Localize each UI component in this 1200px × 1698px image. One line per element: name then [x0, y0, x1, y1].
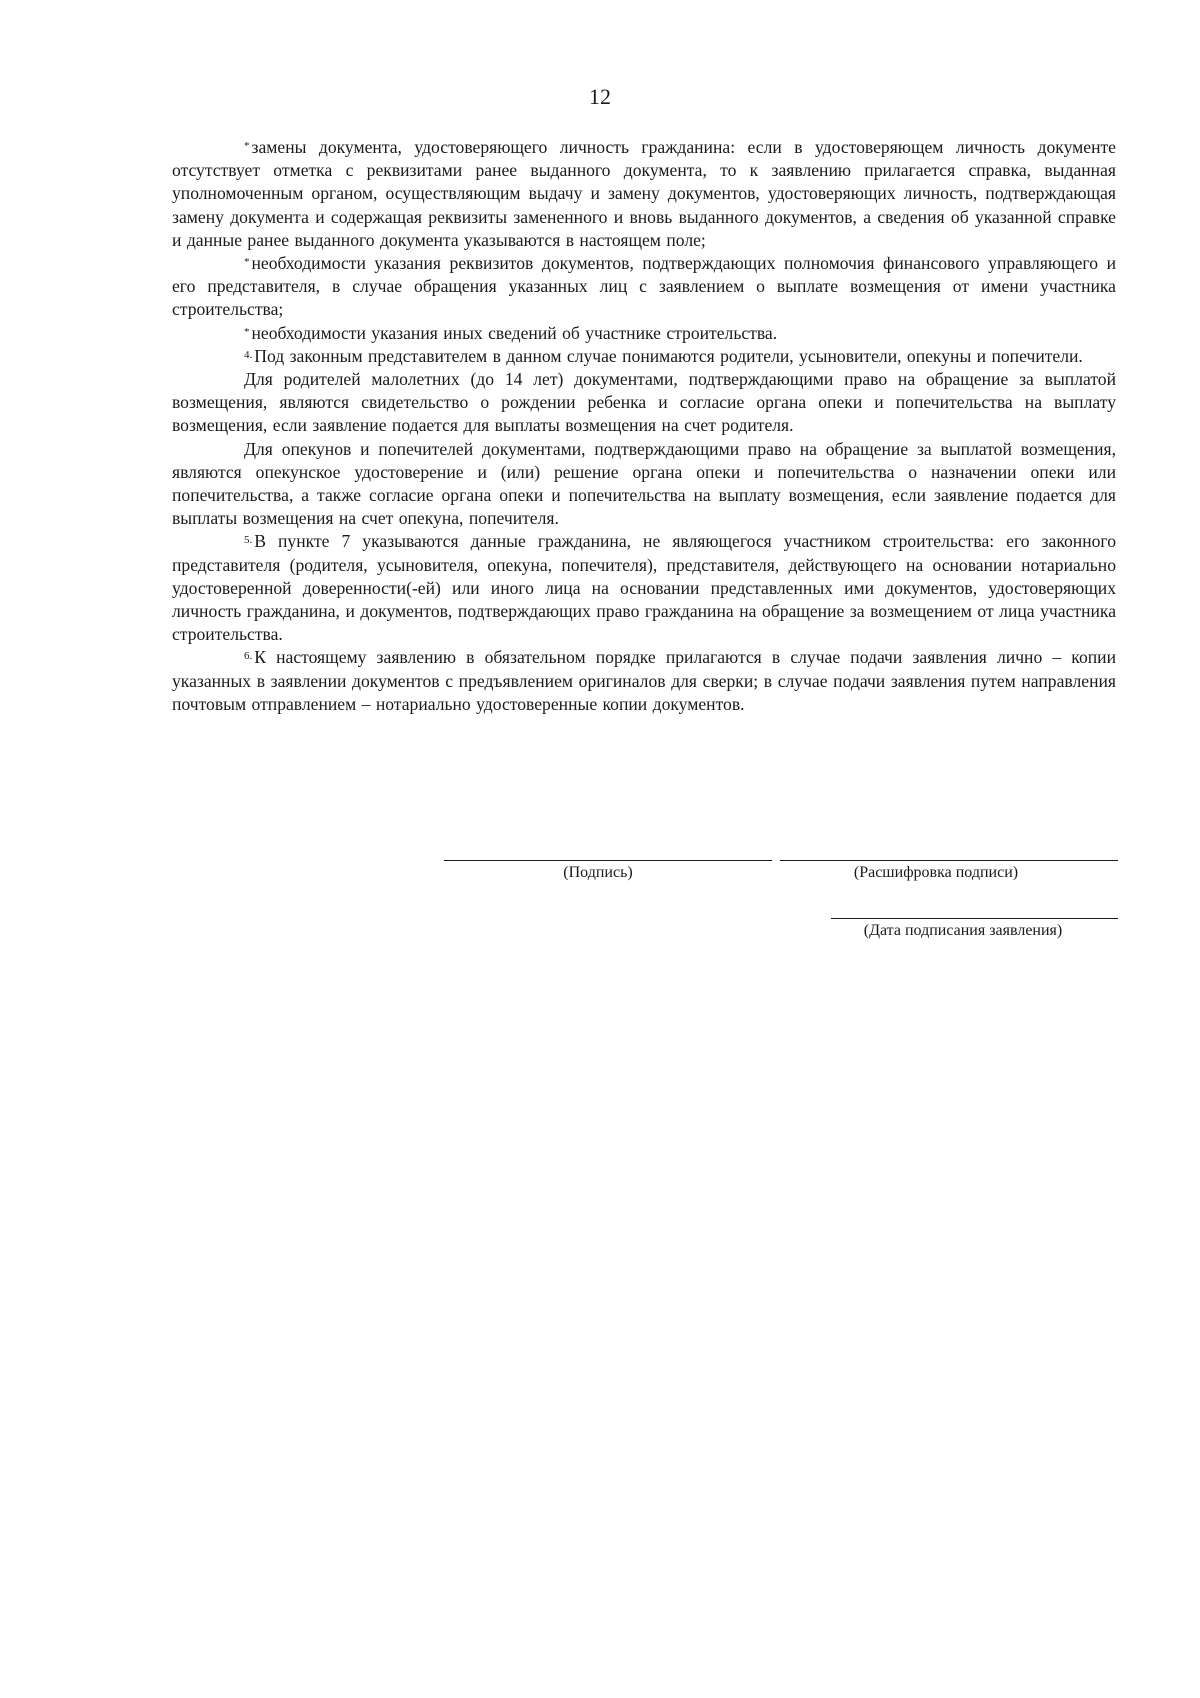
- paragraph-text: К настоящему заявлению в обязательном порядке прилагаются в случае подачи заявления лично – копии указанных в заявлении документов с предъявлением оригиналов для сверки; в случае подачи заявления путем направления почтовым отправлением – нотариально удостоверенные копии документов.: [172, 647, 1116, 714]
- footnote-mark: *: [244, 256, 250, 269]
- footnote-paragraph-6: [172, 438, 1116, 531]
- paragraph-text: Под законным представителем в данном случае понимаются родители, усыновители, опекуны и попечители.: [254, 345, 1083, 366]
- footnote-mark: 5.: [244, 534, 253, 547]
- footnote-mark: 6.: [244, 650, 253, 663]
- signing-date-caption: (Дата подписания заявления): [863, 922, 1063, 939]
- footnote-mark: *: [244, 140, 250, 152]
- footnote-paragraph-8: [172, 646, 1116, 716]
- signature-caption: (Подпись): [563, 864, 633, 881]
- paragraph-text: необходимости указания иных сведений об участнике строительства.: [251, 322, 778, 343]
- footnote-paragraph-1: [172, 136, 1116, 252]
- document-body: [172, 136, 1116, 716]
- footnote-paragraph-2: [172, 252, 1116, 322]
- footnote-paragraph-7: [172, 530, 1116, 646]
- paragraph-text: В пункте 7 указываются данные гражданина, не являющегося участником строительства: его законного представителя (родителя, усыновителя, опекуна, попечителя), представителя, действующего на основании нотариально удостоверенной доверенности(-ей) или иного лица на основании представленных ими документов, удостоверяющих личность гражданина, и документов, подтверждающих право гражданина на обращение за возмещением от лица участника строительства.: [172, 531, 1116, 645]
- footnote-mark: 4.: [244, 348, 253, 361]
- signature-line: [444, 860, 772, 861]
- signature-decoding-caption: (Расшифровка подписи): [853, 864, 1019, 881]
- footnote-mark: *: [244, 325, 250, 338]
- page-number: 12: [589, 84, 611, 109]
- signing-date-line: [831, 918, 1118, 919]
- footnote-paragraph-4: [172, 345, 1116, 368]
- paragraph-text: Для опекунов и попечителей документами, подтверждающими право на обращение за выплатой возмещения, являются опекунское удостоверение и (или) решение органа опеки и попечительства о назначении опеки или попечительства, а также согласие органа опеки и попечительства на выплату возмещения, если заявление подается для выплаты возмещения на счет опекуна, попечителя.: [172, 438, 1116, 529]
- paragraph-text: Для родителей малолетних (до 14 лет) документами, подтверждающими право на обращение за выплатой возмещения, являются свидетельство о рождении ребенка и согласие органа опеки и попечительства на выплату возмещения, если заявление подается для выплаты возмещения на счет родителя.: [172, 369, 1116, 436]
- footnote-paragraph-3: [172, 322, 1116, 345]
- paragraph-text: замены документа, удостоверяющего личность гражданина: если в удостоверяющем личность документе отсутствует отметка с реквизитами ранее выданного документа, то к заявлению прилагается справка, выданная уполномоченным органом, осуществляющим выдачу и замену документов, удостоверяющих личность, подтверждающая замену документа и содержащая реквизиты замененного и вновь выданного документов, а сведения об указанной справке и данные ранее выданного документа указываются в настоящем поле;: [172, 137, 1116, 250]
- signature-decoding-line: [780, 860, 1118, 861]
- footnote-paragraph-5: [172, 368, 1116, 438]
- paragraph-text: необходимости указания реквизитов документов, подтверждающих полномочия финансового управляющего и его представителя, в случае обращения указанных лиц с заявлением о выплате возмещения от имени участника строительства;: [172, 253, 1116, 320]
